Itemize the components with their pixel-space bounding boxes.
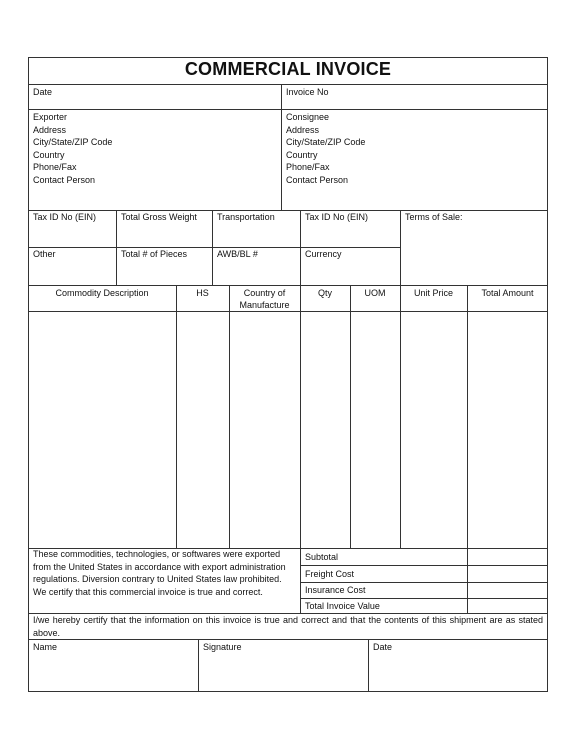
other-label: Other bbox=[33, 249, 56, 259]
exporter-line: Country bbox=[33, 149, 65, 160]
exporter-line: Contact Person bbox=[33, 174, 96, 185]
rule bbox=[300, 598, 548, 599]
insurance-cost-label: Insurance Cost bbox=[305, 585, 366, 595]
col-header-hs: HS bbox=[196, 288, 209, 298]
consignee-line: City/State/ZIP Code bbox=[286, 137, 366, 147]
rule bbox=[467, 285, 468, 613]
signature-label: Signature bbox=[203, 642, 242, 652]
consignee-line: Contact Person bbox=[286, 174, 349, 185]
rule bbox=[300, 210, 301, 285]
tax-id-right-label: Tax ID No (EIN) bbox=[305, 212, 369, 222]
consignee-line: Country bbox=[286, 149, 318, 160]
rule bbox=[300, 285, 301, 613]
col-header-origin: Manufacture bbox=[239, 300, 290, 310]
consignee-line: Phone/Fax bbox=[286, 162, 330, 172]
consignee-line: Address bbox=[286, 124, 320, 135]
rule bbox=[176, 285, 177, 548]
rule bbox=[281, 84, 282, 210]
awb-label: AWB/BL # bbox=[217, 249, 258, 259]
tax-id-left-label: Tax ID No (EIN) bbox=[33, 212, 97, 222]
rule bbox=[350, 285, 351, 548]
rule bbox=[300, 565, 548, 566]
pieces-label: Total # of Pieces bbox=[121, 249, 188, 259]
rule bbox=[400, 285, 401, 548]
rule bbox=[28, 109, 548, 110]
rule bbox=[400, 210, 401, 285]
exporter-line: Address bbox=[33, 124, 67, 135]
freight-cost-label: Freight Cost bbox=[305, 569, 355, 579]
rule bbox=[300, 582, 548, 583]
total-invoice-value-label: Total Invoice Value bbox=[305, 601, 380, 611]
exporter-line: Exporter bbox=[33, 112, 68, 122]
page-title: COMMERCIAL INVOICE bbox=[184, 59, 392, 79]
rule bbox=[198, 639, 199, 692]
col-header-uom: UOM bbox=[364, 288, 386, 298]
transportation-label: Transportation bbox=[217, 212, 275, 222]
invoice-no-label: Invoice No bbox=[286, 87, 329, 97]
date-signed-label: Date bbox=[373, 642, 393, 652]
currency-label: Currency bbox=[305, 249, 342, 259]
col-header-origin: Country of bbox=[243, 288, 286, 298]
consignee-line: Consignee bbox=[286, 112, 330, 122]
rule bbox=[28, 247, 400, 248]
rule bbox=[229, 285, 230, 548]
exporter-line: City/State/ZIP Code bbox=[33, 137, 113, 147]
rule bbox=[28, 210, 548, 211]
date-label: Date bbox=[33, 87, 53, 97]
col-header-qty: Qty bbox=[317, 288, 332, 298]
export-statement: These commodities, technologies, or softwares were exported from the United States in accordance with export administration regulations. Diversion contrary to United States law prohibited. We certify that this commercial invoice is true and correct. bbox=[33, 549, 286, 597]
rule bbox=[28, 84, 548, 85]
name-label: Name bbox=[33, 642, 58, 652]
terms-of-sale-label: Terms of Sale: bbox=[405, 212, 463, 222]
rule bbox=[116, 210, 117, 285]
gross-weight-label: Total Gross Weight bbox=[121, 212, 197, 222]
col-header-unit-price: Unit Price bbox=[413, 288, 453, 298]
rule bbox=[212, 210, 213, 285]
subtotal-label: Subtotal bbox=[305, 552, 339, 562]
certification-text: I/we hereby certify that the information on this invoice is true and correct and that the contents of this shipment are as stated above. bbox=[33, 615, 543, 638]
exporter-line: Phone/Fax bbox=[33, 162, 77, 172]
rule bbox=[368, 639, 369, 692]
col-header-total-amount: Total Amount bbox=[481, 288, 534, 298]
rule bbox=[28, 285, 548, 286]
col-header-description: Commodity Description bbox=[55, 288, 149, 298]
